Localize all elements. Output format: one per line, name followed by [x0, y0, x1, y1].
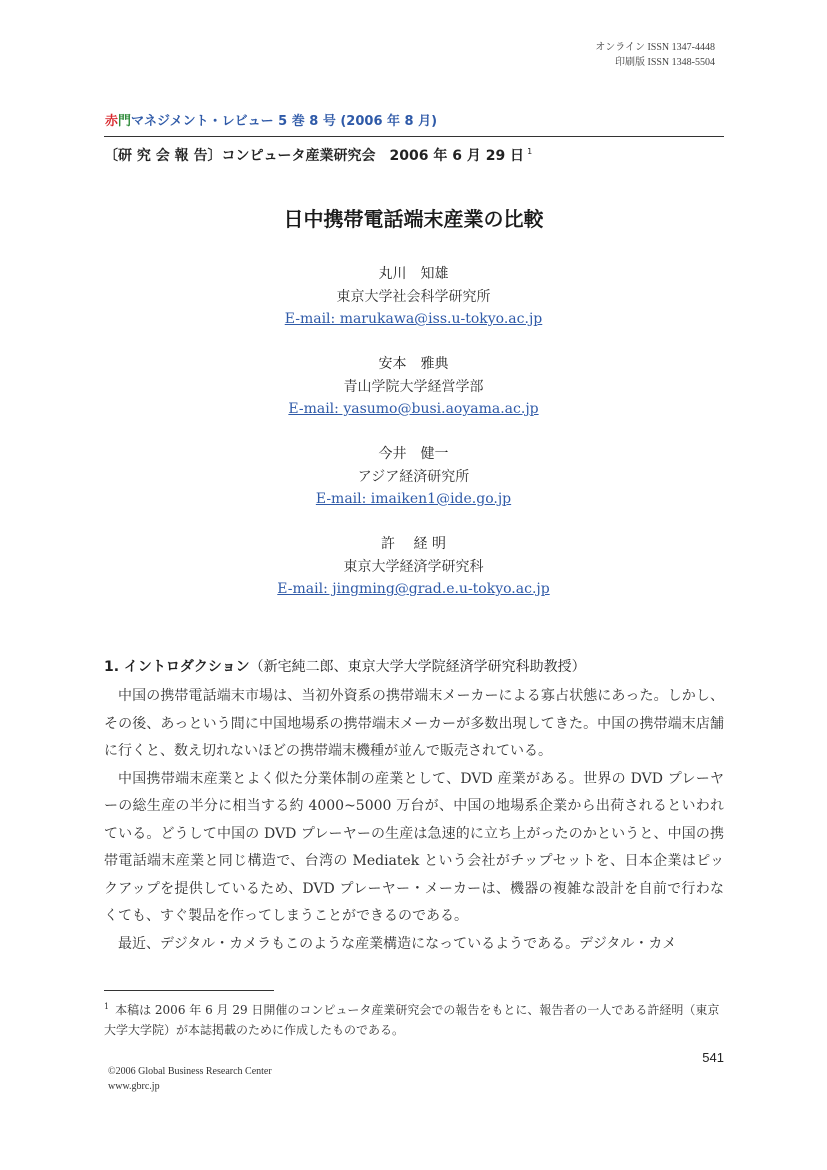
author-name: 許 経 明 — [381, 536, 446, 552]
footnote — [104, 997, 724, 1040]
website-link[interactable]: www.gbrc.jp — [108, 1081, 160, 1092]
footnote-mark: 1 — [104, 1002, 110, 1011]
author-email-link[interactable]: E-mail: jingming@grad.e.u-tokyo.ac.jp — [277, 581, 550, 597]
journal-logo-aka: 赤 — [105, 114, 119, 129]
section-author-note: （新宅純二郎、東京大学大学院経済学研究科助教授） — [249, 659, 586, 675]
paragraph: 中国携帯端末産業とよく似た分業体制の産業として、DVD 産業がある。世界の DVD プレーヤーの総生産の半分に相当する約 4000~5000 万台が、中国の地場系企業から出荷されるといわれている。どうして中国の DVD プレーヤーの生産は急速的に立ち上がったのかというと、中国の携帯電話端末産業と同じ構造で、台湾の Mediatek という会社がチップセットを、日本企業はピックアップを提供しているため、DVD プレーヤー・メーカーは、機器の複雑な設計を自前で行わなくても、すぐ製品を作ってしまうことができるのである。 — [104, 770, 724, 924]
author-block — [0, 442, 827, 532]
copyright-block — [108, 1064, 272, 1094]
footnote-rule — [104, 990, 274, 991]
journal-issue: マネジメント・レビュー 5 巻 8 号 (2006 年 8 月) — [131, 114, 438, 129]
author-list — [0, 262, 827, 622]
issn-print: 印刷版 ISSN 1348-5504 — [614, 57, 715, 68]
author-email-link[interactable]: E-mail: marukawa@iss.u-tokyo.ac.jp — [284, 311, 543, 327]
paragraph: 中国の携帯電話端末市場は、当初外資系の携帯端末メーカーによる寡占状態にあった。しかし、その後、あっという間に中国地場系の携帯端末メーカーが多数出現してきた。中国の携帯端末店舗に行くと、数え切れないほどの携帯端末機種が並んで販売されている。 — [104, 688, 724, 759]
copyright-line: ©2006 Global Business Research Center — [108, 1066, 272, 1077]
author-email-link[interactable]: E-mail: yasumo@busi.aoyama.ac.jp — [288, 401, 539, 417]
issn-online: オンライン ISSN 1347-4448 — [595, 42, 715, 53]
paper-title: 日中携帯電話端末産業の比較 — [283, 207, 544, 231]
author-block — [0, 532, 827, 622]
header-rule — [104, 136, 724, 137]
issn-block — [595, 40, 715, 70]
body-text — [104, 683, 724, 958]
paragraph: 最近、デジタル・カメラもこのような産業構造になっているようである。デジタル・カメ — [118, 935, 677, 952]
section-title: 1. イントロダクション — [104, 659, 250, 675]
page-number: 541 — [702, 1050, 724, 1065]
author-affiliation: 東京大学経済学研究科 — [343, 559, 484, 575]
footnote-text: 本稿は 2006 年 6 月 29 日開催のコンピュータ産業研究会での報告をもとに、報告者の一人である許経明（東京大学大学院）が本誌掲載のために作成したものである。 — [104, 1003, 720, 1037]
meeting-footnote-mark[interactable]: 1 — [527, 147, 533, 156]
author-affiliation: アジア経済研究所 — [357, 469, 470, 485]
journal-header — [105, 110, 437, 129]
author-affiliation: 青山学院大学経営学部 — [343, 379, 484, 395]
meeting-line — [104, 145, 532, 165]
author-block — [0, 352, 827, 442]
journal-logo-mon: 門 — [118, 114, 132, 129]
author-block — [0, 262, 827, 352]
author-name: 丸川 知雄 — [378, 266, 449, 282]
section-heading — [104, 656, 586, 676]
author-affiliation: 東京大学社会科学研究所 — [336, 289, 491, 305]
author-name: 今井 健一 — [378, 446, 449, 462]
author-email-link[interactable]: E-mail: imaiken1@ide.go.jp — [315, 491, 512, 507]
author-name: 安本 雅典 — [378, 356, 449, 372]
meeting-text: 〔研 究 会 報 告〕コンピュータ産業研究会 2006 年 6 月 29 日 — [104, 148, 525, 164]
